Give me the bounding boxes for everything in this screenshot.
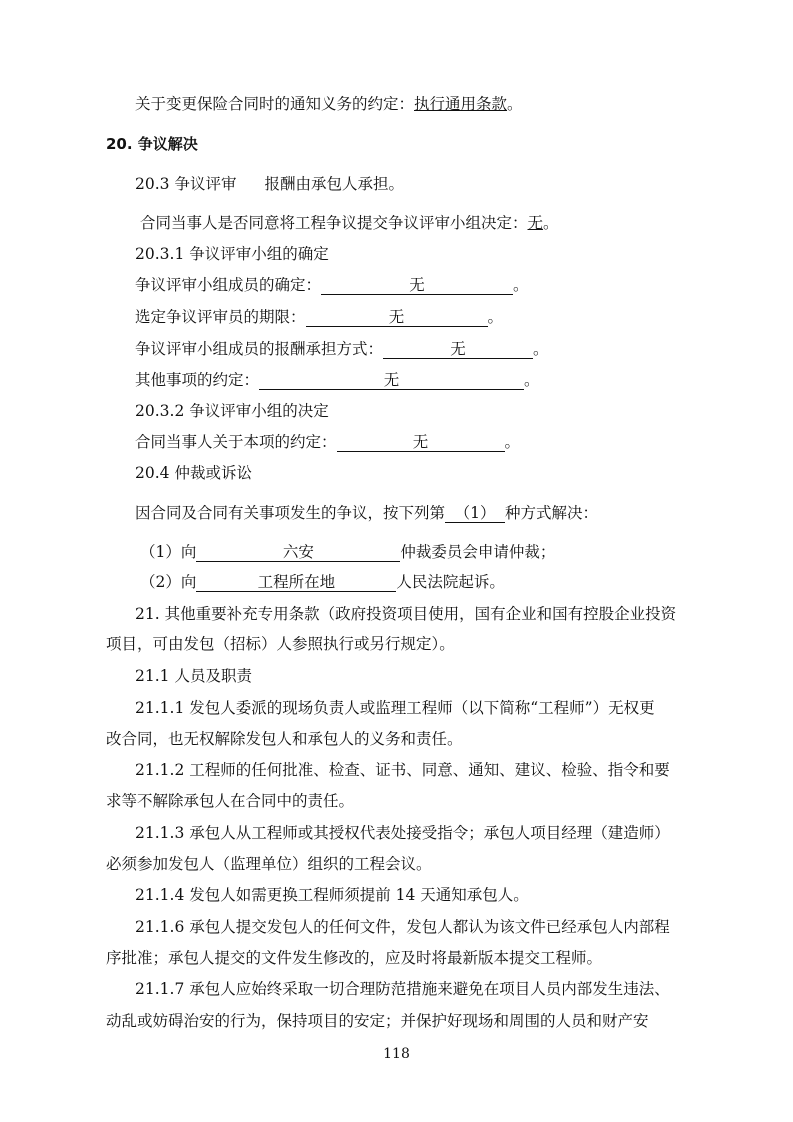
clause-21-1-6-line-1: 21.1.6 承包人提交发包人的任何文件，发包人都认为该文件已经承包人内部程 [135, 918, 670, 936]
period-line [135, 307, 503, 327]
section-20-3-1-title: 20.3.1 争议评审小组的确定 [135, 245, 329, 263]
agree-line [140, 213, 559, 233]
clause-21-1-1-line-2: 改合同，也无权解除发包人和承包人的义务和责任。 [106, 730, 463, 748]
option-2-prefix: （2）向 [140, 573, 197, 591]
clause-21-1-6-line-2: 序批准；承包人提交的文件发生修改的，应及时将最新版本提交工程师。 [106, 949, 603, 967]
period-value: 无 [306, 308, 488, 327]
option-2-line [140, 572, 505, 592]
dispute-line [135, 503, 598, 523]
pay-line [135, 339, 549, 359]
member-value: 无 [321, 276, 513, 295]
other-line [135, 370, 540, 390]
agree-label: 合同当事人是否同意将工程争议提交争议评审小组决定： [140, 214, 528, 232]
clause-21-1-7-line-1: 21.1.7 承包人应始终采取一切合理防范措施来避免在项目人员内部发生违法、 [135, 980, 670, 998]
section-20-3-line [135, 174, 404, 194]
section-20-4-title: 20.4 仲裁或诉讼 [135, 464, 252, 482]
period-mark: 。 [507, 95, 523, 113]
clause-21-1-4: 21.1.4 发包人如需更换工程师须提前 14 天通知承包人。 [135, 886, 529, 904]
party-line [135, 432, 520, 452]
clause-21-1-3-line-1: 21.1.3 承包人从工程师或其授权代表处接受指令；承包人项目经理（建造师） [135, 824, 670, 842]
option-2-suffix: 人民法院起诉。 [396, 573, 505, 591]
section-20-3-fee: 报酬由承包人承担。 [264, 175, 404, 193]
section-20-3-2-title: 20.3.2 争议评审小组的决定 [135, 402, 329, 420]
section-20-title: 20. 争议解决 [106, 135, 198, 153]
member-line [135, 275, 529, 295]
option-1-suffix: 仲裁委员会申请仲裁； [400, 543, 556, 561]
section-21-line-1: 21. 其他重要补充专用条款（政府投资项目使用，国有企业和国有控股企业投资 [135, 605, 677, 623]
period-mark: 。 [543, 214, 559, 232]
dispute-value: （1） [445, 504, 505, 523]
clause-21-1-7-line-2: 动乱或妨碍治安的行为，保持项目的安定；并保护好现场和周围的人员和财产安 [106, 1012, 649, 1030]
section-21-line-2: 项目，可由发包（招标）人参照执行或另行规定）。 [106, 635, 455, 653]
clause-21-1-2-line-1: 21.1.2 工程师的任何批准、检查、证书、同意、通知、建议、检验、指令和要 [135, 761, 670, 779]
other-value: 无 [259, 371, 524, 390]
period-label: 选定争议评审员的期限： [135, 308, 306, 326]
dispute-prefix: 因合同及合同有关事项发生的争议，按下列第 [135, 504, 446, 522]
pay-label: 争议评审小组成员的报酬承担方式： [135, 340, 384, 358]
option-1-value: 六安 [196, 543, 400, 562]
agree-value: 无 [527, 214, 544, 232]
period-mark: 。 [513, 276, 529, 294]
clause-21-1-1-line-1: 21.1.1 发包人委派的现场负责人或监理工程师（以下简称“工程师”）无权更 [135, 699, 655, 717]
insurance-notice-line [135, 94, 523, 114]
insurance-notice-label: 关于变更保险合同时的通知义务的约定： [135, 95, 415, 113]
section-20-3-title: 20.3 争议评审 [135, 175, 237, 193]
period-mark: 。 [533, 340, 549, 358]
period-mark: 。 [504, 433, 521, 451]
section-21-1-title: 21.1 人员及职责 [135, 667, 252, 685]
party-label: 合同当事人关于本项的约定： [135, 433, 337, 451]
party-value: 无 [337, 433, 505, 452]
page-number: 118 [383, 1046, 410, 1062]
other-label: 其他事项的约定： [135, 371, 260, 389]
option-1-line [140, 542, 555, 562]
insurance-notice-value: 执行通用条款 [414, 95, 508, 113]
dispute-suffix: 种方式解决： [505, 504, 599, 522]
clause-21-1-3-line-2: 必须参加发包人（监理单位）组织的工程会议。 [106, 855, 432, 873]
period-mark: 。 [524, 371, 540, 389]
pay-value: 无 [383, 340, 533, 359]
option-2-value: 工程所在地 [196, 573, 396, 592]
member-label: 争议评审小组成员的确定： [135, 276, 322, 294]
period-mark: 。 [487, 308, 504, 326]
clause-21-1-2-line-2: 求等不解除承包人在合同中的责任。 [106, 792, 355, 810]
option-1-prefix: （1）向 [140, 543, 197, 561]
